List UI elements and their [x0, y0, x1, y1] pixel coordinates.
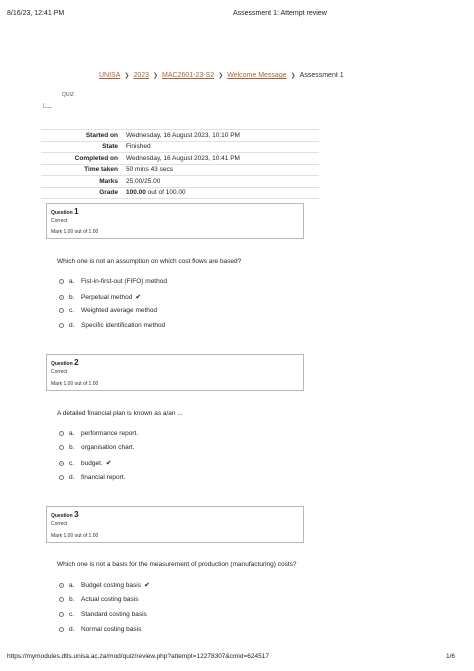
chevron-right-icon: ❯ [124, 73, 130, 79]
option-letter: c. [69, 459, 75, 467]
option-text: Actual costing basis [81, 596, 139, 603]
radio-button[interactable] [59, 431, 64, 436]
answer-option[interactable] [59, 322, 165, 329]
option-letter: d. [69, 626, 75, 633]
radio-button[interactable] [59, 597, 64, 602]
question-state: Correct [51, 369, 68, 375]
chevron-right-icon: ❯ [290, 73, 296, 79]
answer-option[interactable] [59, 626, 141, 633]
option-text: Weighted average method [81, 307, 158, 314]
option-letter: c. [69, 307, 75, 314]
option-text: Normal costing basis [81, 626, 142, 633]
answer-option[interactable] [59, 430, 138, 437]
summary-row [41, 164, 319, 176]
summary-row [41, 176, 319, 188]
answer-option[interactable] [59, 596, 138, 603]
summary-row [41, 141, 319, 153]
option-letter: a. [69, 430, 75, 437]
option-text: performance report. [81, 430, 139, 437]
summary-value: Wednesday, 16 August 2023, 10:10 PM [123, 130, 319, 142]
radio-button[interactable] [59, 475, 64, 480]
answer-option[interactable] [59, 444, 134, 451]
summary-value: 25.00/25.00 [123, 176, 319, 188]
answer-option[interactable] [59, 611, 147, 618]
breadcrumb-unisa-link[interactable]: UNISA [99, 72, 121, 79]
radio-button[interactable] [59, 445, 64, 450]
summary-value: Wednesday, 16 August 2023, 10:41 PM [123, 153, 319, 165]
question-mark: Mark 1.00 out of 1.00 [51, 381, 99, 387]
check-icon: ✔ [143, 582, 150, 589]
question-number: Question 2 [51, 358, 79, 367]
option-letter: c. [69, 611, 75, 618]
question-mark: Mark 1.00 out of 1.00 [51, 229, 99, 235]
check-icon: ✔ [135, 294, 142, 301]
summary-row [41, 187, 319, 199]
summary-key: Grade [41, 187, 123, 199]
question-text: Which one is not a basis for the measurement of production (manufacturing) costs? [57, 561, 297, 568]
question-info-box [46, 506, 304, 543]
summary-key: State [41, 141, 123, 153]
chevron-right-icon: ❯ [218, 73, 224, 79]
answer-option[interactable] [59, 293, 141, 301]
option-letter: a. [69, 278, 75, 285]
check-icon: ✔ [105, 460, 112, 467]
question-text: Which one is not an assumption on which cost flows are based? [57, 258, 242, 265]
radio-button[interactable] [59, 461, 64, 466]
quiz-label: QUIZ [62, 92, 74, 98]
page-number: 1/6 [446, 653, 456, 660]
summary-value [123, 187, 319, 199]
summary-value: 50 mins 43 secs [123, 164, 319, 176]
option-text: Fist-in-first-out (FIFO) method [81, 278, 167, 285]
breadcrumb-welcome-link[interactable]: Welcome Message [227, 72, 287, 79]
option-text: budget. [81, 459, 103, 467]
summary-key: Started on [41, 130, 123, 142]
option-letter: d. [69, 322, 75, 329]
radio-button[interactable] [59, 295, 64, 300]
question-number: Question 3 [51, 510, 79, 519]
option-text: organisation chart. [81, 444, 135, 451]
question-text: A detailed financial plan is known as a/an ... [57, 410, 183, 417]
question-state: Correct [51, 521, 68, 527]
option-text: financial report. [81, 474, 126, 481]
print-url: https://mymodules.dtls.unisa.ac.za/mod/quiz/review.php?attempt=12278307&cmid=624517 [7, 653, 269, 660]
answer-option[interactable] [59, 307, 157, 314]
radio-button[interactable] [59, 627, 64, 632]
option-letter: a. [69, 581, 75, 589]
radio-button[interactable] [59, 583, 64, 588]
option-text: Standard costing basis [81, 611, 147, 618]
breadcrumb-course-link[interactable]: MAC2601-23-S2 [162, 72, 215, 79]
answer-option[interactable] [59, 459, 112, 467]
attempt-summary-table [41, 129, 319, 199]
summary-row [41, 153, 319, 165]
answer-option[interactable] [59, 278, 167, 285]
radio-button[interactable] [59, 308, 64, 313]
radio-button[interactable] [59, 612, 64, 617]
radio-button[interactable] [59, 279, 64, 284]
breadcrumb [99, 72, 344, 79]
summary-key: Marks [41, 176, 123, 188]
answer-option[interactable] [59, 581, 150, 589]
option-letter: b. [69, 596, 75, 603]
breadcrumb-current: Assessment 1 [299, 72, 344, 79]
grade-value: 100.00 [126, 189, 146, 197]
question-number: Question 1 [51, 207, 79, 216]
option-text: Specific identification method [81, 322, 166, 329]
question-info-box [46, 354, 304, 391]
option-text: Perpetual method [81, 293, 133, 301]
grade-out-of: out of 100.00 [145, 189, 186, 197]
summary-key: Time taken [41, 164, 123, 176]
question-state: Correct [51, 218, 68, 224]
print-title: Assessment 1: Attempt review [233, 10, 327, 17]
breadcrumb-year-link[interactable]: 2023 [133, 72, 150, 79]
radio-button[interactable] [59, 323, 64, 328]
question-mark: Mark 1.00 out of 1.00 [51, 533, 99, 539]
print-datetime: 8/16/23, 12:41 PM [7, 10, 65, 17]
quiz-icon [43, 103, 52, 108]
option-letter: b. [69, 444, 75, 451]
option-letter: b. [69, 293, 75, 301]
summary-key: Completed on [41, 153, 123, 165]
option-letter: d. [69, 474, 75, 481]
chevron-right-icon: ❯ [153, 73, 159, 79]
answer-option[interactable] [59, 474, 125, 481]
option-text: Budget costing basis [81, 581, 141, 589]
question-info-box [46, 203, 304, 239]
summary-value: Finished [123, 141, 319, 153]
summary-row [41, 130, 319, 142]
